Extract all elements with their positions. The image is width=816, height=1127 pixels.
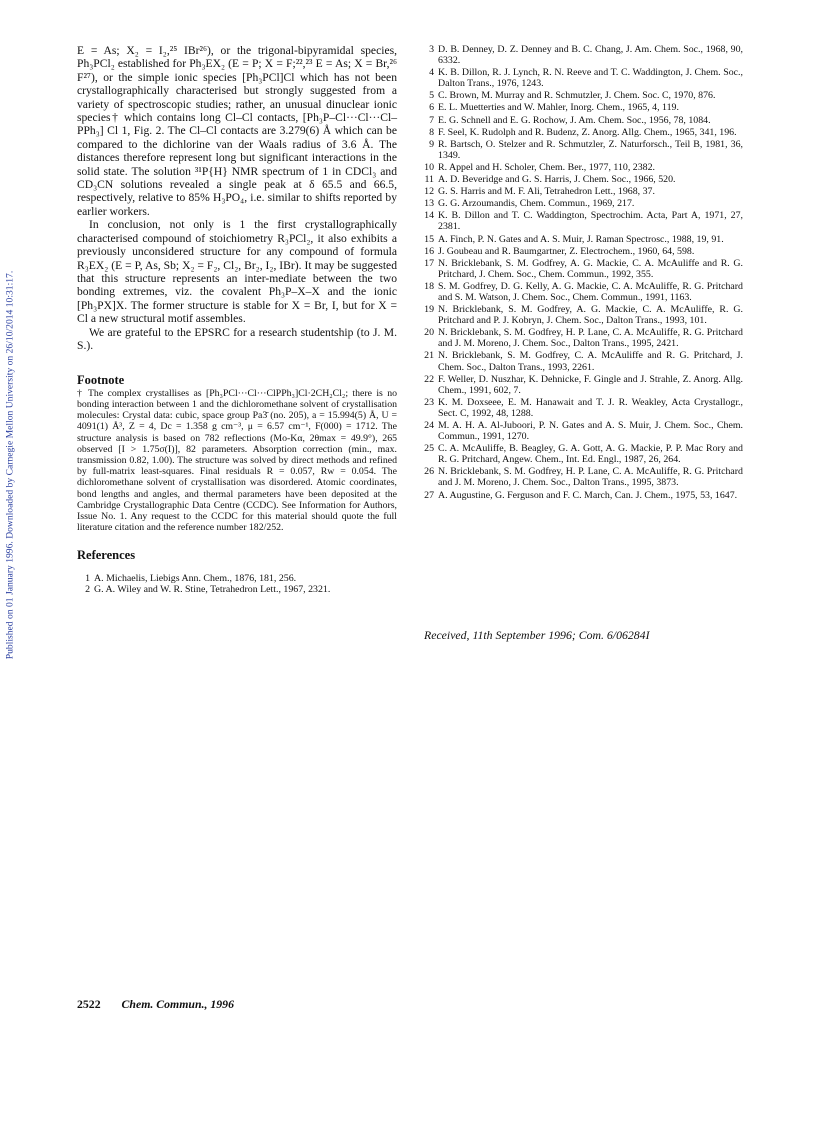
reference-item [421,420,743,442]
reference-item [421,115,743,126]
reference-number: 9 [429,138,434,150]
reference-number: 1 [85,572,90,584]
reference-text: G. A. Wiley and W. R. Stine, Tetrahedron Lett., 1967, 2321. [94,583,331,595]
page-number: 2522 [77,997,101,1011]
page-footer [77,997,234,1012]
reference-text: F. Weller, D. Nuszhar, K. Dehnicke, F. Gingle and J. Strahle, Z. Anorg. Allg. Chem., 1991, 602, 7. [438,373,743,396]
reference-item [77,584,397,595]
reference-item [421,102,743,113]
reference-number: 22 [424,373,434,385]
reference-number: 5 [429,90,434,102]
reference-item [421,397,743,419]
received-line: Received, 11th September 1996; Com. 6/06284I [424,628,650,642]
reference-item [421,162,743,173]
download-notice [4,240,16,690]
reference-text: J. Goubeau and R. Baumgartner, Z. Electrochem., 1960, 64, 598. [438,245,695,257]
reference-number: 14 [424,210,434,222]
reference-text: A. Finch, P. N. Gates and A. S. Muir, J. Raman Spectrosc., 1988, 19, 91. [438,233,724,245]
footnote-text: † The complex crystallises as [Ph₃PCl···Cl···ClPPh₃]Cl·2CH₂Cl₂; there is no bonding interaction between 1 and the dichloromethane solvent of crystallisation molecules: Crystal data: cubic, space group Pa3̄ (no. 205), a = 15.994(5) Å, U = 4091(1) Å³, Z = 4, Dc = 1.358 g cm⁻³, μ = 6.57 cm⁻¹, F(000) = 1712. The structure analysis is based on 782 reflections (Mo-Kα, 2θmax = 49.9°), 265 observed [I > 1.75σ(I)], 82 parameters. Absorption correction (min., max. transmission 0.82, 1.00). The structure was solved by direct methods and refined by full-matrix least-squares. Final residuals R = 0.057, Rw = 0.054. The dichloromethane solvent of crystallisation was disordered. Atomic coordinates, bond lengths and angles, and thermal parameters have been deposited at the Cambridge Crystallographic Data Centre (CCDC). See Information for Authors, Issue No. 1. Any request to the CCDC for this material should quote the full literature citation and the reference number 182/252. [77,387,397,534]
reference-item [421,258,743,280]
reference-text: A. Michaelis, Liebigs Ann. Chem., 1876, 181, 256. [94,572,297,584]
reference-text: C. Brown, M. Murray and R. Schmutzler, J. Chem. Soc. C, 1970, 876. [438,90,716,102]
reference-text: N. Bricklebank, S. M. Godfrey, H. P. Lane, C. A. McAuliffe, R. G. Pritchard and J. M. Moreno, J. Chem. Soc., Dalton Trans., 1995, 2421. [438,327,743,350]
reference-text: G. S. Harris and M. F. Ali, Tetrahedron Lett., 1968, 37. [438,186,655,198]
reference-number: 26 [424,466,434,478]
reference-number: 6 [429,102,434,114]
reference-text: E. G. Schnell and E. G. Rochow, J. Am. Chem. Soc., 1956, 78, 1084. [438,114,711,126]
reference-item [421,246,743,257]
reference-number: 11 [424,174,434,186]
reference-item [421,186,743,197]
reference-text: A. Augustine, G. Ferguson and F. C. March, Can. J. Chem., 1975, 53, 1647. [438,489,738,501]
reference-number: 19 [424,304,434,316]
reference-item [421,127,743,138]
reference-item [421,234,743,245]
reference-text: N. Bricklebank, S. M. Godfrey, A. G. Mackie, C. A. McAuliffe and R. G. Pritchard, J. Chem. Soc., Chem. Commun., 1992, 355. [438,257,743,280]
left-column [77,44,397,595]
reference-text: A. D. Beveridge and G. S. Harris, J. Chem. Soc., 1966, 520. [438,174,676,186]
reference-list-left [77,573,397,595]
reference-number: 3 [429,44,434,55]
reference-text: N. Bricklebank, S. M. Godfrey, A. G. Mackie, C. A. McAuliffe, R. G. Pritchard and P. J. Kobryn, J. Chem. Soc., Dalton Trans., 1993, 101. [438,304,743,327]
reference-item [421,139,743,161]
reference-number: 18 [424,280,434,292]
reference-text: E. L. Muetterties and W. Mahler, Inorg. Chem., 1965, 4, 119. [438,102,679,114]
reference-text: D. B. Denney, D. Z. Denney and B. C. Chang, J. Am. Chem. Soc., 1968, 90, 6332. [438,44,743,67]
reference-number: 12 [424,186,434,198]
reference-number: 2 [85,583,90,595]
reference-number: 7 [429,114,434,126]
references-heading: References [77,548,136,563]
reference-text: K. B. Dillon and T. C. Waddington, Spectrochim. Acta, Part A, 1971, 27, 2381. [438,210,743,233]
reference-number: 17 [424,257,434,269]
reference-number: 13 [424,198,434,210]
reference-number: 25 [424,443,434,455]
download-notice-text: Published on 01 January 1996. Downloaded by Carnegie Mellon University on 26/10/2014 10:31:17. [4,270,16,660]
reference-list-right [421,44,743,501]
reference-item [421,350,743,372]
body-paragraph: In conclusion, not only is 1 the first crystallographically characterised compound of stoichiometry R₃PCl₂, it also exhibits a previously unconsidered structure for any compound of formula R₃EX₂ (E = P, As, Sb; X₂ = F₂, Cl₂, Br₂, I₂, IBr). It may be suggested that this structure represents an inter-mediate between the two bonding extremes, viz. the covalent Ph₃P–X–X and the ionic [Ph₃PX]X. The former structure is stable for X = Br, I, but for X = Cl a new structural motif assembles. [77,218,397,326]
reference-number: 10 [424,161,434,173]
reference-number: 16 [424,245,434,257]
reference-item [421,466,743,488]
reference-text: M. A. H. A. Al-Juboori, P. N. Gates and A. S. Muir, J. Chem. Soc., Chem. Commun., 1991, 1270. [438,420,743,443]
reference-number: 24 [424,420,434,431]
journal-name: Chem. Commun., 1996 [121,997,234,1011]
reference-item [421,490,743,501]
body-paragraph: We are grateful to the EPSRC for a research studentship (to J. M. S.). [77,325,397,352]
reference-item [421,44,743,66]
reference-item [421,281,743,303]
reference-number: 8 [429,126,434,138]
reference-item [421,374,743,396]
reference-item [421,67,743,89]
reference-item [421,210,743,232]
reference-text: N. Bricklebank, S. M. Godfrey, H. P. Lane, C. A. McAuliffe, R. G. Pritchard and J. M. Moreno, J. Chem. Soc., Dalton Trans., 1995, 3873. [438,466,743,489]
reference-number: 20 [424,327,434,339]
reference-item [421,304,743,326]
reference-text: C. A. McAuliffe, B. Beagley, G. A. Gott, A. G. Mackie, P. P. Mac Rory and R. G. Pritchard, Angew. Chem., Int. Ed. Engl., 1987, 26, 264. [438,443,743,466]
reference-number: 27 [424,489,434,501]
reference-text: F. Seel, K. Rudolph and R. Budenz, Z. Anorg. Allg. Chem., 1965, 341, 196. [438,126,737,138]
body-paragraph: E = As; X₂ = I₂,²⁵ IBr²⁶), or the trigonal-bipyramidal species, Ph₃PCl₂ established for Ph₃EX₂ (E = P; X = F;²²,²³ E = As; X = Br,²⁶ F²⁷), or the simple ionic species [Ph₃PCl]Cl which has not been crystallographically characterised but strongly suggested from a variety of spectroscopic studies; rather, an unusual dinuclear ionic species† which contains long Cl–Cl contacts, [Ph₃P–Cl···Cl···Cl–PPh₃] Cl 1, Fig. 2. The Cl–Cl contacts are 3.279(6) Å which can be compared to the dichlorine van der Waals radius of 3.6 Å. The distances therefore represent long but significant interactions in the solid state. The solution ³¹P{H} NMR spectrum of 1 in CDCl₃ and CD₃CN solutions revealed a single peak at δ 65.5 and 66.5, respectively, relative to 85% H₃PO₄, i.e. similar to shifts reported by earlier workers. [77,44,397,218]
reference-item [77,573,397,584]
reference-number: 21 [424,350,434,362]
footnote-heading: Footnote [77,373,125,388]
reference-text: K. M. Doxseee, E. M. Hanawait and T. J. R. Weakley, Acta Crystallogr., Sect. C, 1992, 48, 1288. [438,396,743,419]
reference-text: R. Bartsch, O. Stelzer and R. Schmutzler, Z. Naturforsch., Teil B, 1981, 36, 1349. [438,138,743,161]
reference-item [421,198,743,209]
right-column [421,44,743,502]
reference-number: 4 [429,67,434,79]
reference-item [421,174,743,185]
reference-text: S. M. Godfrey, D. G. Kelly, A. G. Mackie, C. A. McAuliffe, R. G. Pritchard and S. M. Watson, J. Chem. Soc., Chem. Commun., 1991, 1163. [438,280,743,303]
reference-number: 15 [424,233,434,245]
reference-item [421,443,743,465]
reference-item [421,327,743,349]
reference-number: 23 [424,396,434,408]
reference-item [421,90,743,101]
reference-text: K. B. Dillon, R. J. Lynch, R. N. Reeve and T. C. Waddington, J. Chem. Soc., Dalton Trans., 1976, 1243. [438,67,743,90]
reference-text: R. Appel and H. Scholer, Chem. Ber., 1977, 110, 2382. [438,161,656,173]
reference-text: N. Bricklebank, S. M. Godfrey, C. A. McAuliffe and R. G. Pritchard, J. Chem. Soc., Dalton Trans., 1993, 2261. [438,350,743,373]
reference-text: G. G. Arzoumandis, Chem. Commun., 1969, 217. [438,198,635,210]
